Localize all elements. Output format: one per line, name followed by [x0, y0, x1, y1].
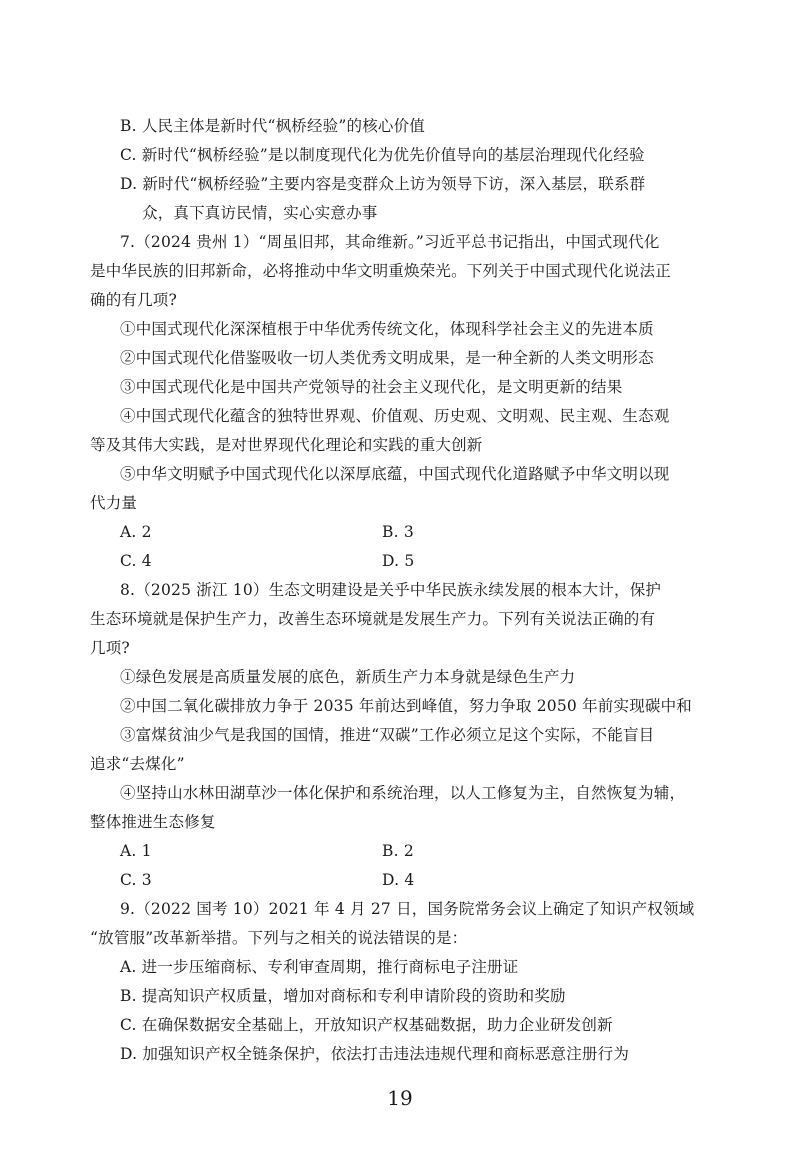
q8-item-4-line1: ④坚持山水林田湖草沙一体化保护和系统治理，以人工修复为主，自然恢复为辅， [120, 784, 686, 802]
q9-stem-line1: 9.（2022 国考 10）2021 年 4 月 27 日，国务院常务会议上确定了知识产权领域 [120, 900, 695, 918]
q7-option-d: D. 5 [382, 552, 415, 570]
q7-option-b: B. 3 [382, 523, 414, 541]
q7-stem-line1: 7.（2024 贵州 1）“周虽旧邦，其命维新。”习近平总书记指出，中国式现代化 [120, 233, 660, 251]
q8-item-2: ②中国二氧化碳排放力争于 2035 年前达到峰值，努力争取 2050 年前实现碳中和 [120, 697, 693, 715]
q8-stem-line1: 8.（2025 浙江 10）生态文明建设是关乎中华民族永续发展的根本大计，保护 [120, 581, 662, 599]
q8-item-3-line1: ③富煤贫油少气是我国的国情，推进“双碳”工作必须立足这个实际，不能盲目 [120, 726, 655, 744]
q7-option-c: C. 4 [120, 552, 152, 570]
q8-item-4-line2: 整体推进生态修复 [90, 813, 216, 831]
q8-stem-line3: 几项? [90, 639, 130, 657]
q8-item-3-line2: 追求“去煤化” [90, 755, 185, 773]
q8-option-d: D. 4 [382, 871, 415, 889]
q7-item-1: ①中国式现代化深深植根于中华优秀传统文化，体现科学社会主义的先进本质 [120, 320, 654, 338]
q8-option-b: B. 2 [382, 842, 414, 860]
q9-option-a: A. 进一步压缩商标、专利审查周期，推行商标电子注册证 [120, 958, 519, 976]
q7-item-4-line1: ④中国式现代化蕴含的独特世界观、价值观、历史观、文明观、民主观、生态观 [120, 407, 670, 425]
q7-item-4-line2: 等及其伟大实践，是对世界现代化理论和实践的重大创新 [90, 436, 483, 454]
q7-option-a: A. 2 [120, 523, 152, 541]
q8-option-c: C. 3 [120, 871, 152, 889]
q9-option-c: C. 在确保数据安全基础上，开放知识产权基础数据，助力企业研发创新 [120, 1016, 613, 1034]
q6-option-d-line2: 众，真下真访民情，实心实意办事 [142, 204, 378, 222]
q6-option-b: B. 人民主体是新时代“枫桥经验”的核心价值 [120, 117, 425, 135]
q7-stem-line2: 是中华民族的旧邦新命，必将推动中华文明重焕荣光。下列关于中国式现代化说法正 [90, 262, 671, 280]
q9-option-b: B. 提高知识产权质量，增加对商标和专利申请阶段的资助和奖励 [120, 987, 566, 1005]
q7-item-5-line2: 代力量 [90, 494, 138, 512]
q8-item-1: ①绿色发展是高质量发展的底色，新质生产力本身就是绿色生产力 [120, 668, 576, 686]
q6-option-d-line1: D. 新时代“枫桥经验”主要内容是变群众上访为领导下访，深入基层，联系群 [120, 175, 646, 193]
q7-item-3: ③中国式现代化是中国共产党领导的社会主义现代化，是文明更新的结果 [120, 378, 623, 396]
q6-option-c: C. 新时代“枫桥经验”是以制度现代化为优先价值导向的基层治理现代化经验 [120, 146, 645, 164]
q8-stem-line2: 生态环境就是保护生产力，改善生态环境就是发展生产力。下列有关说法正确的有 [90, 610, 656, 628]
q9-stem-line2: “放管服”改革新举措。下列与之相关的说法错误的是： [90, 929, 468, 947]
page-number: 19 [387, 1086, 413, 1110]
q7-item-2: ②中国式现代化借鉴吸收一切人类优秀文明成果，是一种全新的人类文明形态 [120, 349, 654, 367]
q7-stem-line3: 确的有几项? [90, 291, 178, 309]
q9-option-d: D. 加强知识产权全链条保护，依法打击违法违规代理和商标恶意注册行为 [120, 1045, 630, 1063]
q8-option-a: A. 1 [120, 842, 152, 860]
q7-item-5-line1: ⑤中华文明赋予中国式现代化以深厚底蕴，中国式现代化道路赋予中华文明以现 [120, 465, 670, 483]
